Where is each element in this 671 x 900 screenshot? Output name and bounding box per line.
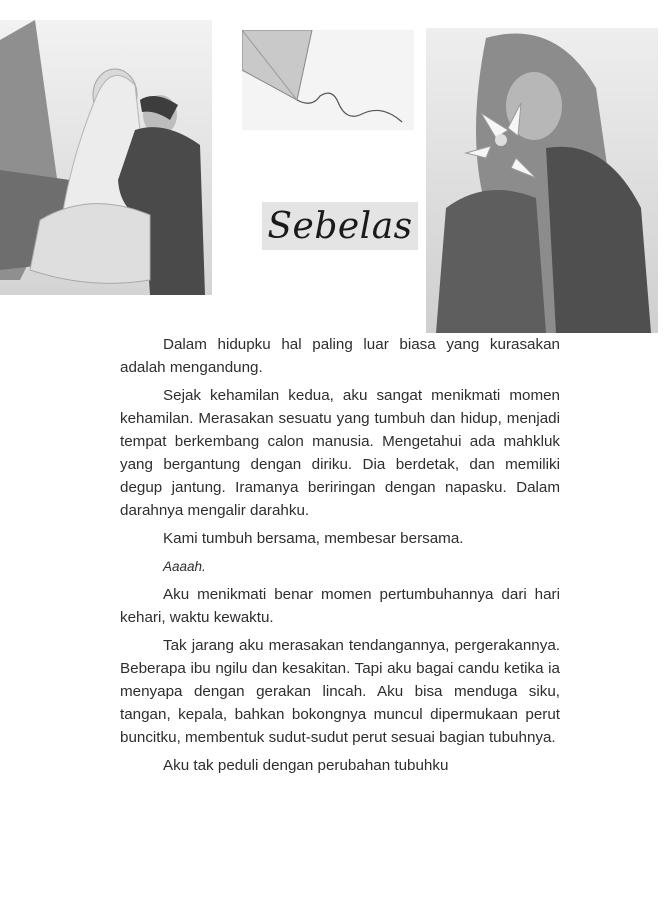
kite-illustration <box>242 30 414 130</box>
paragraph: Aku tak peduli dengan perubahan tubuhku <box>163 757 449 774</box>
paragraph: Tak jarang aku merasakan tendangannya, pergerakannya. Beberapa ibu ngilu dan kesakitan. Tapi aku bagai candu ketika ia menyapa dengan gerakan lincah. Aku bisa menduga siku, tangan, kepala, bahkan bokongnya muncul dipermukaan perut buncitku, membentuk sudut-sudut perut sesuai bagian tubuhnya. <box>120 637 560 746</box>
chapter-title-box <box>262 202 418 250</box>
mother-and-son-illustration <box>0 20 212 295</box>
hijab-woman-with-lily-illustration <box>426 28 658 333</box>
chapter-title: Sebelas <box>267 205 413 247</box>
paragraph: Kami tumbuh bersama, membesar bersama. <box>163 530 464 547</box>
paragraph: Sejak kehamilan kedua, aku sangat menikmati momen kehamilan. Merasakan sesuatu yang tumbuh dan hidup, menjadi tempat berkembang calon manusia. Mengetahui ada mahkluk yang bergantung dengan diriku. Dia berdetak, dan memiliki degup jantung. Iramanya beriringan dengan napasku. Dalam darahnya mengalir darahku. <box>120 387 560 519</box>
paragraph: Dalam hidupku hal paling luar biasa yang kurasakan adalah mengandung. <box>120 336 560 376</box>
paragraph: Aaaah. <box>163 559 206 574</box>
body-text <box>120 333 560 782</box>
paragraph: Aku menikmati benar momen pertumbuhannya dari hari kehari, waktu kewaktu. <box>120 586 560 626</box>
